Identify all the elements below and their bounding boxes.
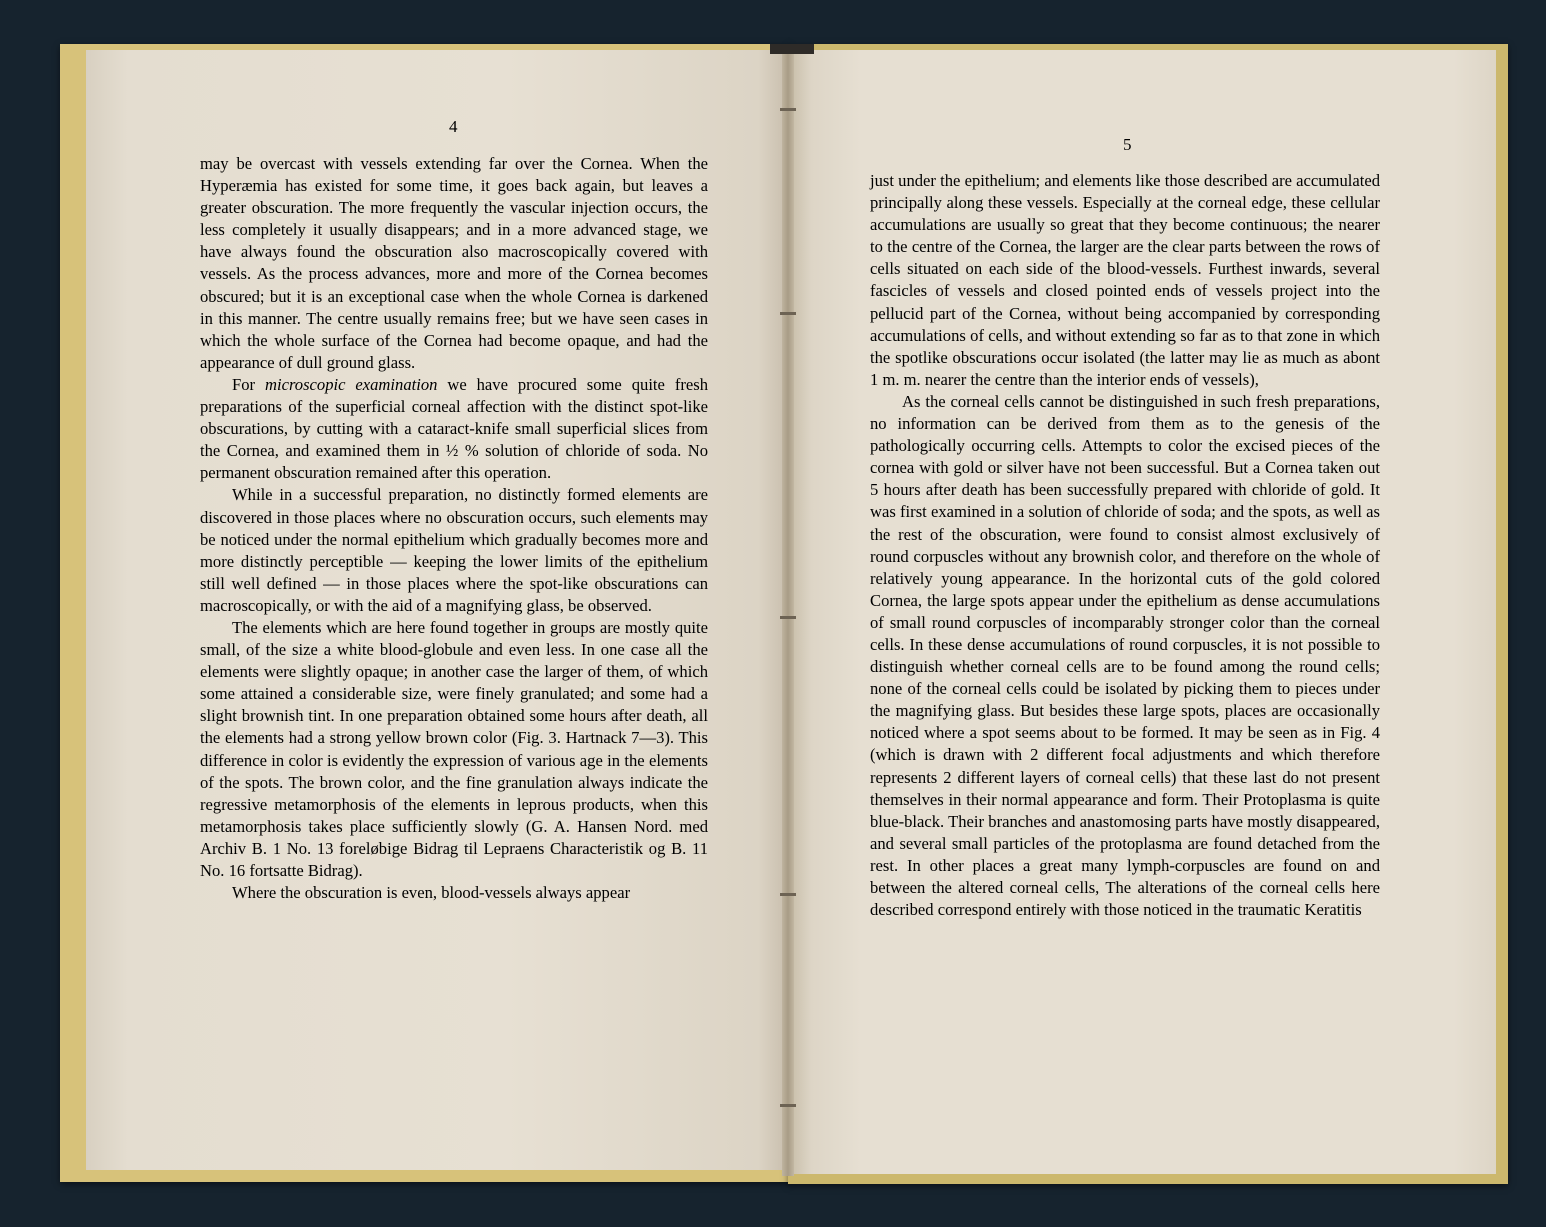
spine-binding [770,44,814,54]
page-number-left: 4 [449,117,458,136]
binding-stitch [780,616,796,619]
paragraph: As the corneal cells cannot be distinguished in such fresh preparations, no information can be derived from them as to the genesis of the pathologically occurring cells. Attempts to color the excised pieces of the cornea with gold or silver have not been successful. But a Cornea taken out 5 hours after death has been successfully prepared with chloride of gold. It was first examined in a solution of chloride of soda; and the spots, as well as the rest of the obscuration, were found to consist almost exclusively of round corpuscles without any brownish color, and therefore on the whole of relatively young appearance. In the horizontal cuts of the gold colored Cornea, the large spots appear under the epithelium as dense accumulations of small round corpuscles of incomparably stronger color than the corneal cells. In these dense accumulations of round corpuscles, it is not possible to distinguish whether corneal cells are to be found among the round cells; none of the corneal cells could be isolated by picking them to pieces under the magnifying glass. But besides these large spots, places are occasionally noticed where a spot seems about to be formed. It may be seen as in Fig. 4 (which is drawn with 2 different focal adjustments and which therefore represents 2 different layers of corneal cells) that these last do not present themselves in their normal appearance and form. Their Protoplasma is quite blue-black. Their branches and anastomosing parts have mostly disappeared, and several small particles of the protoplasma are found detached from the rest. In other places a great many lymph-corpuscles are found on and between the altered corneal cells, The alterations of the corneal cells here described correspond entirely with those noticed in the traumatic Keratitis [870,391,1380,920]
paragraph: may be overcast with vessels extending far over the Cornea. When the Hyperæmia has existed for some time, it goes back again, but leaves a greater obscuration. The more frequently the vascular injection occurs, the less completely it usually disappears; and in a more advanced stage, we have always found the obscuration also macroscopically covered with vessels. As the process advances, more and more of the Cornea becomes obscured; but it is an exceptional case when the whole Cornea is darkened in this manner. The centre usually remains free; but we have seen cases in which the whole surface of the Cornea had become opaque, and had the appearance of dull ground glass. [200,154,708,372]
binding-stitch [780,312,796,315]
binding-stitch [780,1104,796,1107]
paragraph [200,374,708,484]
italic-term: microscopic examination [264,374,438,394]
paragraph: While in a successful preparation, no distinctly formed elements are discovered in those places where no obscuration occurs, such elements may be noticed under the normal epithelium which gradually becomes more and more distinctly perceptible — keeping the lower limits of the epithelium still well defined — in those places where the spot-like obscurations can macroscopically, or with the aid of a magnifying glass, be observed. [200,485,708,615]
paragraph-rest: we have procured some quite fresh preparations of the superficial corneal affection with the distinct spot-like obscurations, by cutting with a cataract-knife small superficial slices from the Cornea, and examined them in ½ % solution of chloride of soda. No permanent obscuration remained after this operation. [200,374,708,483]
page-number-right: 5 [1123,135,1132,154]
paragraph: Where the obscuration is even, blood-vessels always appear [232,883,631,903]
paragraph: just under the epithelium; and elements like those described are accumulated principally along these vessels. Especially at the corneal edge, these cellular accumulations are usually so great that they become continuous; the nearer to the centre of the Cornea, the larger are the clear parts between the rows of cells situated on each side of the blood-vessels. Furthest inwards, several fascicles of vessels and closed pointed ends of vessels project into the pellucid part of the Cornea, without being accompanied by corresponding accumulations of cells, and without extending so far as to that zone in which the spotlike obscurations occur isolated (the latter may lie as much as abont 1 m. m. nearer the centre than the interior ends of vessels), [870,171,1380,389]
paragraph-lead: For [232,374,265,394]
book-gutter [782,48,794,1176]
binding-stitch [780,108,796,111]
binding-stitch [780,893,796,896]
right-page-body [870,170,1380,921]
left-page-body [200,153,708,904]
paragraph: The elements which are here found together in groups are mostly quite small, of the size a white blood-globule and even less. In one case all the elements were slightly opaque; in another case the larger of them, of which some attained a considerable size, were finely granulated; and some had a slight brownish tint. In one preparation obtained some hours after death, all the elements had a strong yellow brown color (Fig. 3. Hartnack 7—3). This difference in color is evidently the expression of various age in the elements of the spots. The brown color, and the fine granulation always indicate the regressive metamorphosis of the elements in leprous products, when this metamorphosis takes place sufficiently slowly (G. A. Hansen Nord. med Archiv B. 1 No. 13 foreløbige Bidrag til Lepraens Characteristik og B. 11 No. 16 fortsatte Bidrag). [200,617,708,880]
